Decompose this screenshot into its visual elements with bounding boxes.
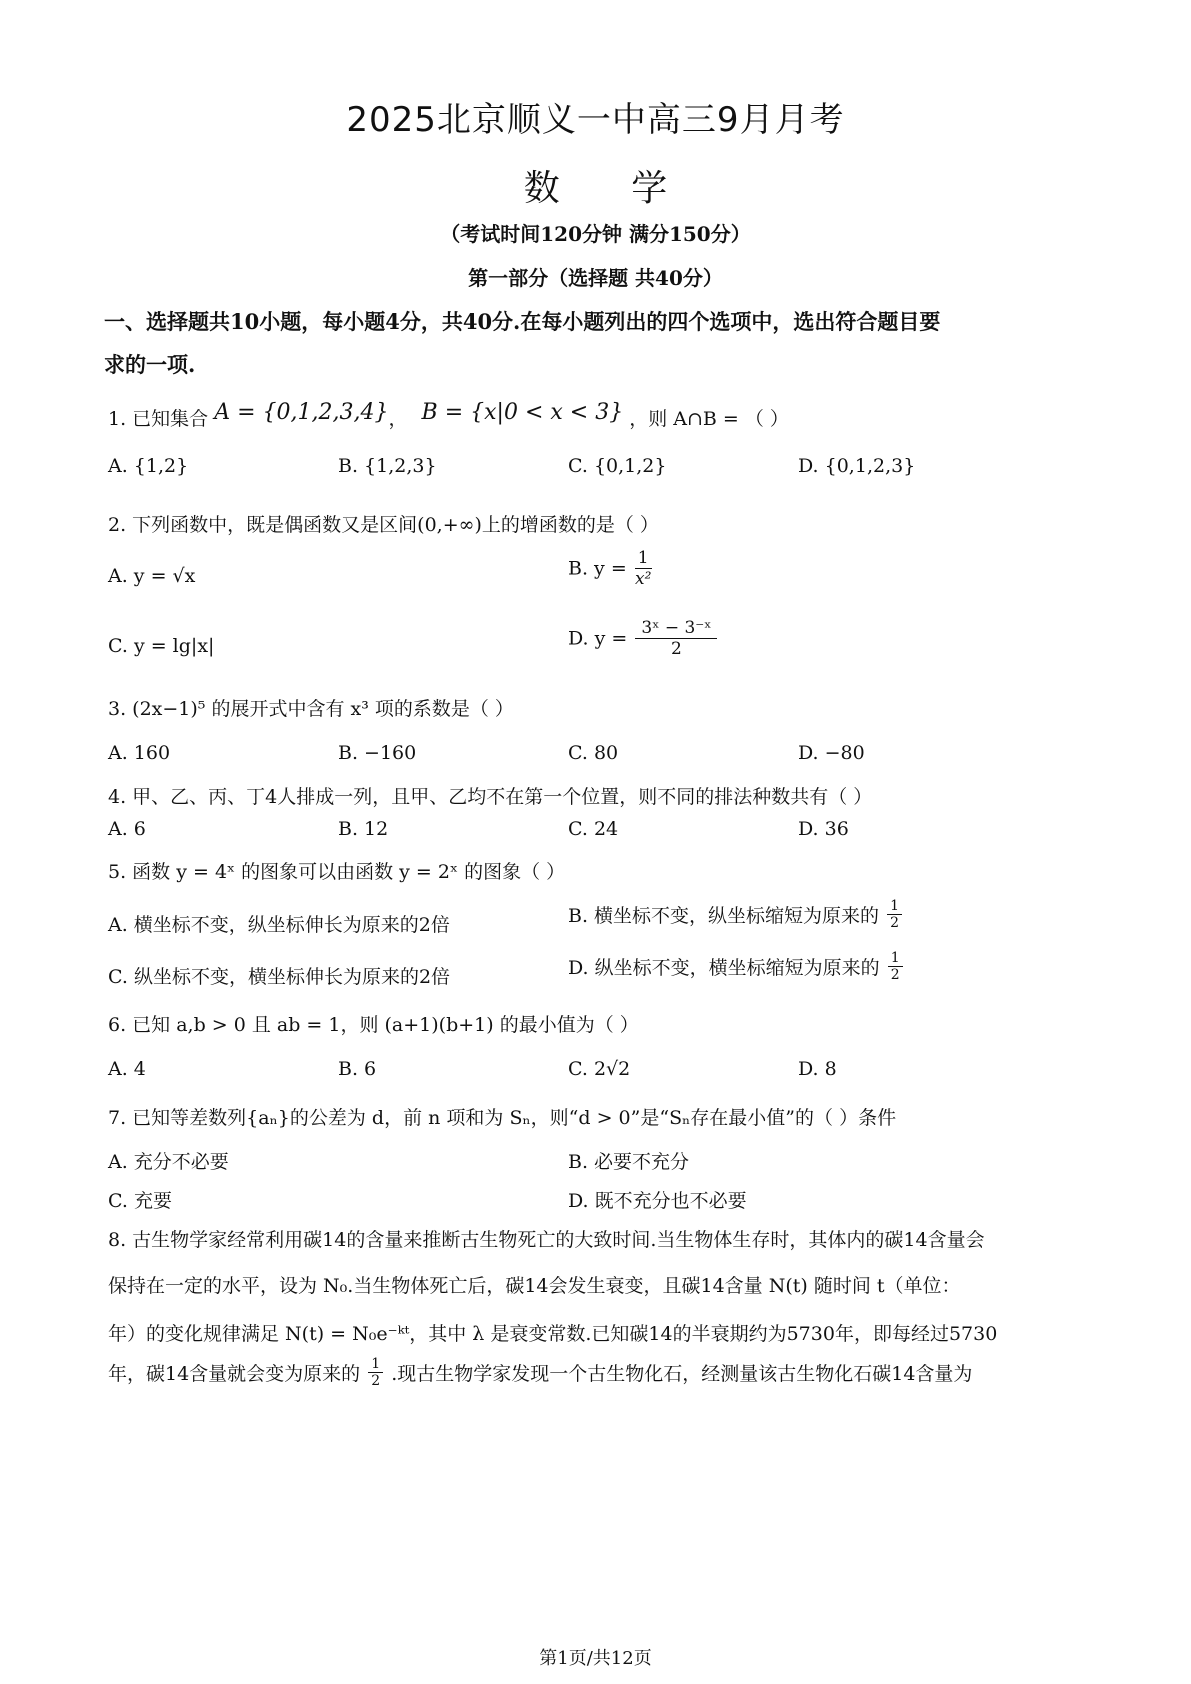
question-3: 3. (2x−1)⁵ 的展开式中含有 x³ 项的系数是（ ） (108, 698, 514, 720)
q4-option-a: A. 6 (108, 818, 146, 840)
q2-option-d-denominator: 2 (671, 639, 682, 659)
subject-title: 数 学 (523, 168, 668, 209)
q2-option-b-numerator: 1 (635, 548, 652, 569)
q6-option-b: B. 6 (338, 1058, 377, 1080)
q2-option-d (568, 618, 719, 659)
q8-half-fraction (368, 1356, 383, 1389)
q2-option-b-denominator: x² (635, 569, 652, 589)
q3-option-a: A. 160 (108, 742, 171, 764)
q5-option-b (568, 898, 904, 931)
q1-option-a: A. {1,2} (108, 455, 189, 477)
q3-option-b: B. −160 (338, 742, 417, 764)
q2-option-b (568, 548, 654, 589)
q5-option-d-text: D. 纵坐标不变，横坐标缩短为原来的 (568, 957, 880, 979)
q1-option-c: C. {0,1,2} (568, 455, 667, 477)
q5-option-c: C. 纵坐标不变，横坐标伸长为原来的2倍 (108, 966, 451, 988)
question-8-line-1: 8. 古生物学家经常利用碳14的含量来推断古生物死亡的大致时间.当生物体生存时，其体内的碳14含量会 (108, 1229, 985, 1251)
q8-half-numerator: 1 (368, 1356, 383, 1373)
q4-option-d: D. 36 (798, 818, 849, 840)
section-instruction-line2: 求的一项. (104, 352, 196, 377)
q5-option-b-numerator: 1 (887, 898, 902, 915)
exam-info: （考试时间120分钟 满分150分） (440, 222, 751, 246)
q5-option-d-fraction (888, 950, 903, 983)
q5-option-a: A. 横坐标不变，纵坐标伸长为原来的2倍 (108, 914, 450, 936)
q1-ask: ，则 A∩B = （ ） (629, 408, 789, 430)
q6-option-c: C. 2√2 (568, 1058, 631, 1080)
q4-option-c: C. 24 (568, 818, 619, 840)
q6-option-d: D. 8 (798, 1058, 837, 1080)
q1-set-b: B = {x|0 < x < 3} (421, 400, 624, 425)
q7-option-d: D. 既不充分也不必要 (568, 1190, 747, 1212)
q5-option-d-denominator: 2 (890, 967, 900, 983)
q5-option-d (568, 950, 905, 983)
section-instruction-line1: 一、选择题共10小题，每小题4分，共40分.在每小题列出的四个选项中，选出符合题目要 (104, 309, 941, 334)
q2-option-b-label: B. y = (568, 557, 627, 580)
q2-option-d-fraction (635, 618, 717, 659)
question-6: 6. 已知 a,b > 0 且 ab = 1，则 (a+1)(b+1) 的最小值为（ ） (108, 1014, 639, 1036)
part-title: 第一部分（选择题 共40分） (468, 266, 723, 290)
question-4: 4. 甲、乙、丙、丁4人排成一列，且甲、乙均不在第一个位置，则不同的排法种数共有（ ） (108, 786, 873, 808)
q7-option-b: B. 必要不充分 (568, 1151, 690, 1173)
question-7: 7. 已知等差数列{aₙ}的公差为 d，前 n 项和为 Sₙ，则“d > 0”是“Sₙ存在最小值”的（ ）条件 (108, 1107, 897, 1129)
q8-half-denominator: 2 (371, 1373, 381, 1389)
q5-option-b-denominator: 2 (890, 915, 900, 931)
question-8-line-3: 年）的变化规律满足 N(t) = N₀e⁻ᵏᵗ，其中 λ 是衰变常数.已知碳14的半衰期约为5730年，即每经过5730 (108, 1323, 998, 1345)
q5-option-d-numerator: 1 (888, 950, 903, 967)
q3-option-c: C. 80 (568, 742, 619, 764)
q1-set-a: A = {0,1,2,3,4} (214, 400, 389, 425)
q8-line4-end: .现古生物学家发现一个古生物化石，经测量该古生物化石碳14含量为 (391, 1363, 973, 1385)
q4-option-b: B. 12 (338, 818, 389, 840)
q5-option-b-text: B. 横坐标不变，纵坐标缩短为原来的 (568, 905, 880, 927)
q1-prefix: 1. 已知集合 (108, 408, 209, 430)
q7-option-c: C. 充要 (108, 1190, 172, 1212)
question-8-line-2: 保持在一定的水平，设为 N₀.当生物体死亡后，碳14会发生衰变，且碳14含量 N(t) 随时间 t（单位： (108, 1275, 961, 1297)
q2-option-a: A. y = √x (108, 565, 196, 587)
q1-option-d: D. {0,1,2,3} (798, 455, 916, 477)
q7-option-a: A. 充分不必要 (108, 1151, 229, 1173)
q2-option-b-fraction (635, 548, 652, 589)
q1-option-b: B. {1,2,3} (338, 455, 437, 477)
question-1: 1. 已知集合 A = {0,1,2,3,4}， B = {x|0 < x < 3} ，则 A∩B = （ ） (108, 400, 789, 430)
q5-option-b-fraction (887, 898, 902, 931)
page-number: 第1页/共12页 (539, 1648, 652, 1669)
q2-option-d-label: D. y = (568, 627, 628, 650)
q2-option-c: C. y = lg|x| (108, 635, 215, 657)
q3-option-d: D. −80 (798, 742, 865, 764)
question-2: 2. 下列函数中，既是偶函数又是区间(0,+∞)上的增函数的是（ ） (108, 514, 659, 536)
question-5: 5. 函数 y = 4ˣ 的图象可以由函数 y = 2ˣ 的图象（ ） (108, 861, 566, 883)
q8-line4-start: 年，碳14含量就会变为原来的 (108, 1363, 361, 1385)
q6-option-a: A. 4 (108, 1058, 146, 1080)
question-8-line-4 (108, 1356, 972, 1389)
q2-option-d-numerator: 3ˣ − 3⁻ˣ (635, 618, 717, 639)
exam-title: 2025北京顺义一中高三9月月考 (346, 100, 845, 140)
